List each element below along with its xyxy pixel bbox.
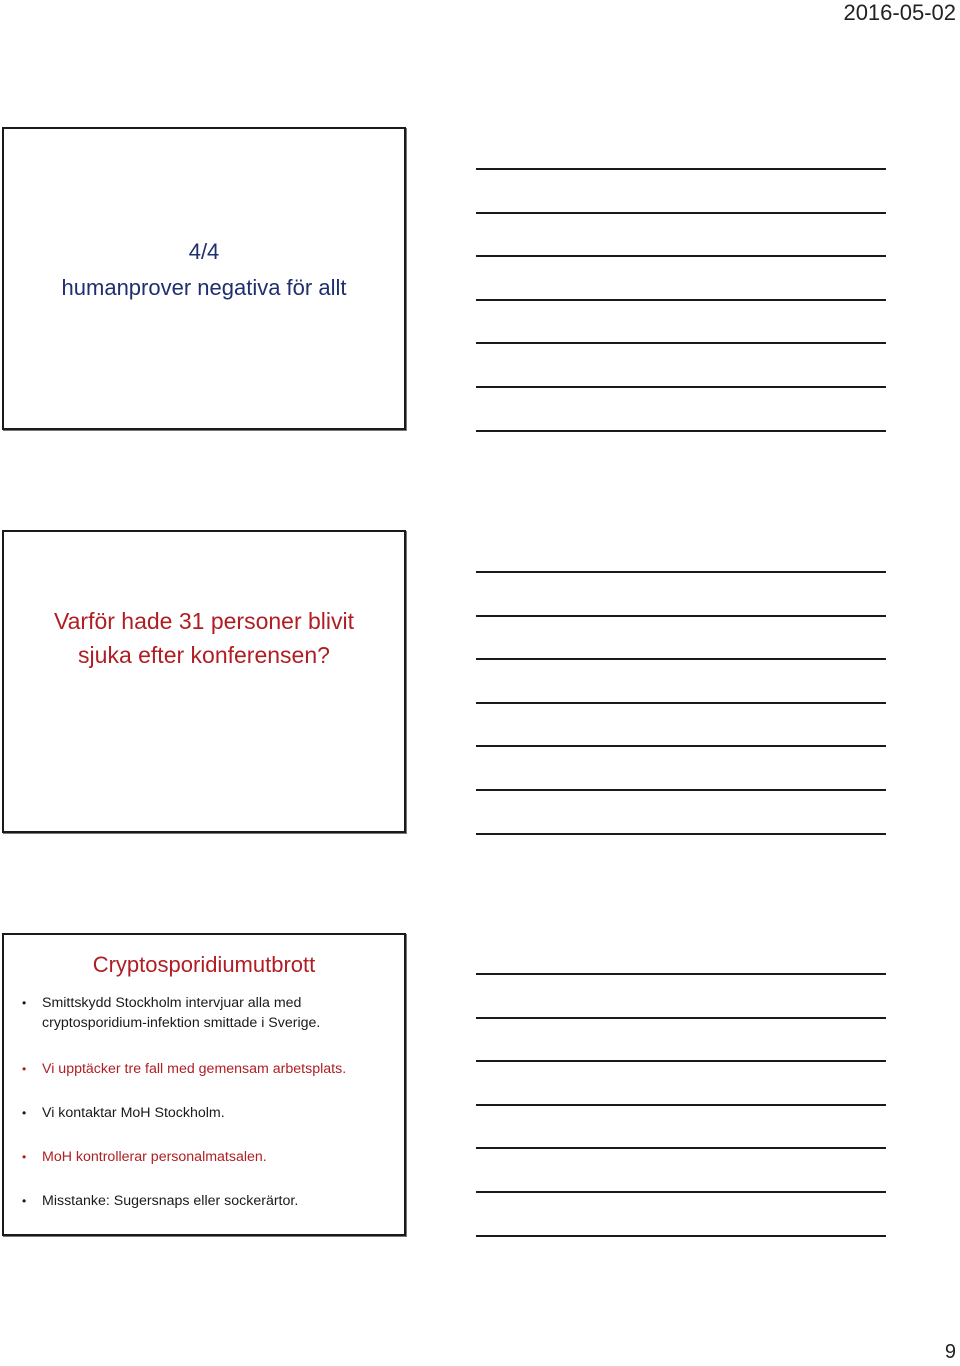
note-line bbox=[476, 430, 886, 432]
note-line bbox=[476, 571, 886, 573]
note-line bbox=[476, 1060, 886, 1062]
bullet-item bbox=[14, 993, 398, 1033]
document-date: 2016-05-02 bbox=[843, 0, 956, 25]
note-line bbox=[476, 212, 886, 214]
slide-title-line-2: sjuka efter konferensen? bbox=[78, 642, 330, 668]
slide-title: Cryptosporidiumutbrott bbox=[92, 952, 316, 977]
bullet-icon: • bbox=[22, 1106, 27, 1120]
slide-thumbnail-2 bbox=[2, 530, 406, 833]
note-line bbox=[476, 255, 886, 257]
note-line bbox=[476, 168, 886, 170]
note-line bbox=[476, 833, 886, 835]
bullet-icon: • bbox=[22, 996, 27, 1010]
bullet-text: Smittskydd Stockholm intervjuar alla med cryptosporidium-infektion smittade i Sverige. bbox=[42, 995, 321, 1031]
note-line bbox=[476, 745, 886, 747]
slide-thumbnail-1 bbox=[2, 127, 406, 430]
note-line bbox=[476, 342, 886, 344]
slide-thumbnail-3 bbox=[2, 933, 406, 1236]
note-line bbox=[476, 615, 886, 617]
note-line bbox=[476, 1235, 886, 1237]
bullet-text: Misstanke: Sugersnaps eller sockerärtor. bbox=[42, 1193, 299, 1209]
note-line bbox=[476, 299, 886, 301]
bullet-text: Vi kontaktar MoH Stockholm. bbox=[42, 1105, 225, 1121]
bullet-icon: • bbox=[22, 1150, 27, 1164]
bullet-text: Vi upptäcker tre fall med gemensam arbetsplats. bbox=[42, 1061, 347, 1077]
note-line bbox=[476, 386, 886, 388]
slide-title bbox=[4, 604, 404, 672]
note-line bbox=[476, 1017, 886, 1019]
bullet-item bbox=[14, 1059, 398, 1079]
slide-title-line-2: humanprover negativa för allt bbox=[61, 275, 347, 300]
bullet-text: MoH kontrollerar personalmatsalen. bbox=[42, 1149, 267, 1165]
note-line bbox=[476, 658, 886, 660]
note-line bbox=[476, 1147, 886, 1149]
note-line bbox=[476, 973, 886, 975]
note-line bbox=[476, 702, 886, 704]
bullet-list bbox=[14, 993, 398, 1235]
slide-title-line-1: 4/4 bbox=[188, 239, 220, 264]
bullet-item bbox=[14, 1103, 398, 1123]
bullet-icon: • bbox=[22, 1062, 27, 1076]
bullet-item bbox=[14, 1147, 398, 1167]
note-line bbox=[476, 1191, 886, 1193]
slide-title-line-1: Varför hade 31 personer blivit bbox=[53, 608, 355, 634]
page-number: 9 bbox=[944, 1341, 956, 1363]
note-line bbox=[476, 789, 886, 791]
note-line bbox=[476, 1104, 886, 1106]
bullet-icon: • bbox=[22, 1194, 27, 1208]
bullet-item bbox=[14, 1191, 398, 1211]
